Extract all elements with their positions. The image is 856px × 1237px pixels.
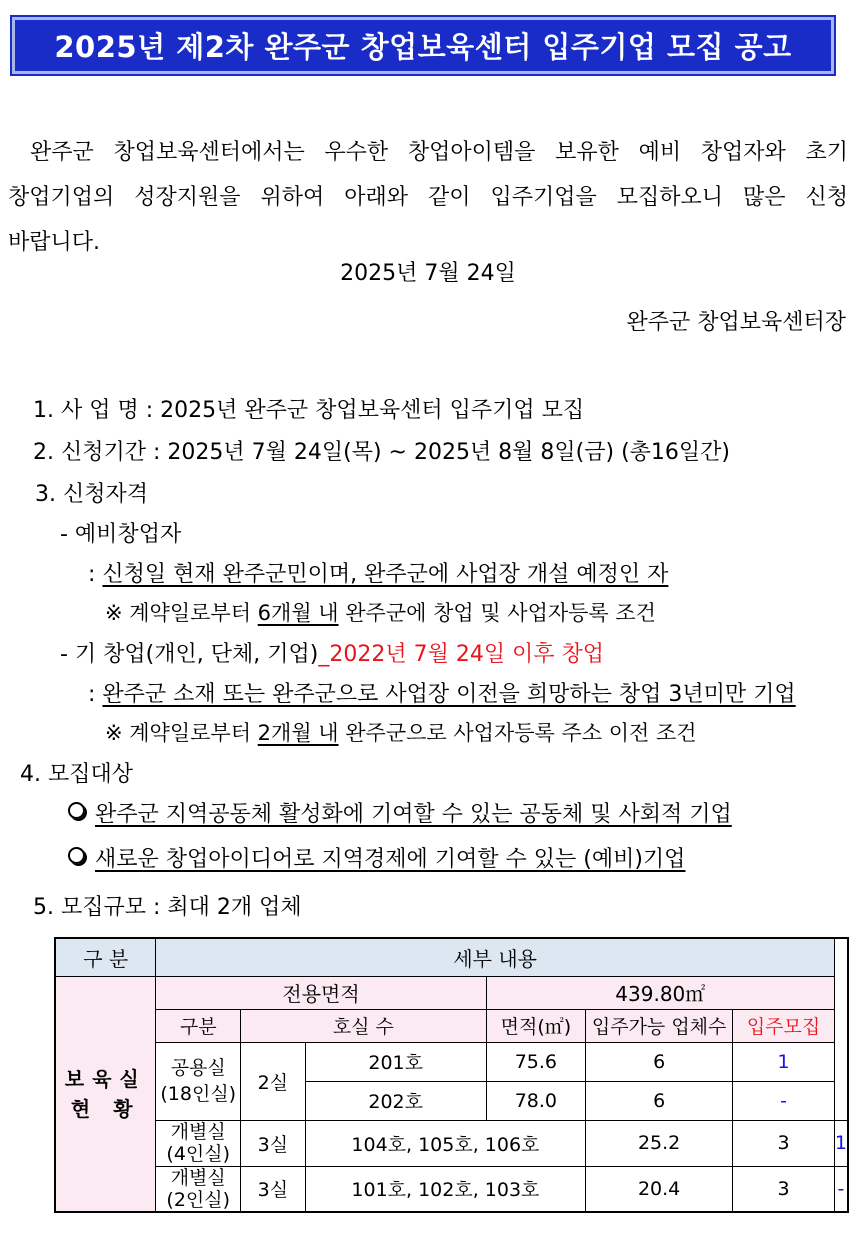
item-pre-founder-note — [105, 597, 656, 627]
col-recruit: 입주모집 — [733, 1009, 835, 1042]
existing-founder-requirement: 완주군 소재 또는 완주군으로 사업장 이전을 희망하는 창업 3년미만 기업 — [102, 682, 796, 707]
side-label — [55, 976, 156, 1212]
room-number: 201호 — [305, 1042, 486, 1081]
note-prefix: ※ 계약일로부터 — [105, 721, 258, 745]
item-target: 4. 모집대상 — [20, 762, 133, 787]
header-detail: 세부 내용 — [156, 938, 834, 976]
room-recruit: 1 — [733, 1042, 835, 1081]
table-header-row — [55, 938, 848, 976]
notice-date: 2025년 7월 24일 — [340, 261, 516, 286]
table-row — [55, 1120, 848, 1166]
item-pre-founder-desc — [88, 557, 668, 588]
item-existing-founder-note — [105, 717, 697, 747]
circle-bullet-icon — [68, 847, 85, 864]
colon: : — [88, 682, 103, 707]
pre-founder-requirement: 신청일 현재 완주군민이며, 완주군에 사업장 개설 예정인 자 — [102, 562, 669, 587]
table-row — [55, 1042, 848, 1081]
room-number: 101호, 102호, 103호 — [305, 1166, 585, 1212]
room-number: 104호, 105호, 106호 — [305, 1120, 585, 1166]
existing-founder-date: _2022년 7월 24일 이후 창업 — [318, 642, 605, 667]
intro-line-3: 바랍니다. — [8, 230, 101, 255]
note-suffix: 완주군에 창업 및 사업자등록 조건 — [338, 601, 656, 625]
room-number: 202호 — [305, 1081, 486, 1120]
table-row — [55, 1166, 848, 1212]
existing-founder-label: - 기 창업(개인, 단체, 기업) — [60, 642, 319, 667]
room-recruit: 1 — [834, 1120, 848, 1166]
room-type: 개별실 (2인실) — [156, 1166, 241, 1212]
title-banner — [12, 17, 834, 74]
room-capacity: 6 — [586, 1042, 733, 1081]
intro-paragraph — [8, 130, 848, 265]
room-count: 3실 — [241, 1166, 306, 1212]
room-area: 78.0 — [486, 1081, 585, 1120]
column-header-row — [55, 1009, 848, 1042]
item-eligibility: 3. 신청자격 — [35, 482, 148, 507]
signer: 완주군 창업보육센터장 — [626, 310, 846, 335]
target-community — [68, 797, 732, 828]
intro-line-2: 창업기업의 성장지원을 위하여 아래와 같이 입주기업을 모집하오니 많은 신청 — [8, 185, 848, 210]
item-pre-founder: - 예비창업자 — [60, 522, 182, 547]
room-area: 20.4 — [586, 1166, 733, 1212]
area-label: 전용면적 — [156, 976, 486, 1009]
room-type: 공용실 (18인실) — [156, 1042, 241, 1120]
note-suffix: 완주군으로 사업자등록 주소 이전 조건 — [338, 721, 697, 745]
note-period: 2개월 내 — [257, 721, 339, 745]
col-gubun: 구분 — [156, 1009, 241, 1042]
intro-line-1: 완주군 창업보육센터에서는 우수한 창업아이템을 보유한 예비 창업자와 초기 — [30, 140, 848, 165]
target-community-text: 완주군 지역공동체 활성화에 기여할 수 있는 공동체 및 사회적 기업 — [95, 802, 732, 827]
room-recruit: - — [834, 1166, 848, 1212]
room-capacity: 3 — [733, 1166, 835, 1212]
note-prefix: ※ 계약일로부터 — [105, 601, 258, 625]
room-type: 개별실 (4인실) — [156, 1120, 241, 1166]
room-capacity: 3 — [733, 1120, 835, 1166]
side-label-1: 보육실 — [64, 1066, 147, 1091]
area-value: 439.80㎡ — [486, 976, 834, 1009]
room-area: 25.2 — [586, 1120, 733, 1166]
room-recruit: - — [733, 1081, 835, 1120]
page-title: 2025년 제2차 완주군 창업보육센터 입주기업 모집 공고 — [54, 30, 792, 64]
item-period: 2. 신청기간 : 2025년 7월 24일(목) ~ 2025년 8월 8일(금) (총16일간) — [33, 440, 731, 465]
incubation-table — [54, 937, 849, 1213]
col-rooms: 호실 수 — [241, 1009, 487, 1042]
circle-bullet-icon — [68, 802, 85, 819]
room-count: 3실 — [241, 1120, 306, 1166]
col-area: 면적(㎡) — [486, 1009, 585, 1042]
room-capacity: 6 — [586, 1081, 733, 1120]
col-capacity: 입주가능 업체수 — [586, 1009, 733, 1042]
item-existing-founder — [60, 637, 604, 668]
room-area: 75.6 — [486, 1042, 585, 1081]
item-business-name: 1. 사 업 명 : 2025년 완주군 창업보육센터 입주기업 모집 — [33, 398, 585, 423]
colon: : — [88, 562, 103, 587]
room-count: 2실 — [241, 1042, 306, 1120]
item-existing-founder-desc — [88, 677, 796, 708]
item-scale: 5. 모집규모 : 최대 2개 업체 — [33, 895, 302, 920]
note-period: 6개월 내 — [257, 601, 339, 625]
target-startup-text: 새로운 창업아이디어로 지역경제에 기여할 수 있는 (예비)기업 — [95, 847, 686, 872]
area-row — [55, 976, 848, 1009]
target-startup — [68, 842, 685, 873]
side-label-2: 현 황 — [70, 1096, 141, 1121]
header-gubun: 구 분 — [55, 938, 156, 976]
